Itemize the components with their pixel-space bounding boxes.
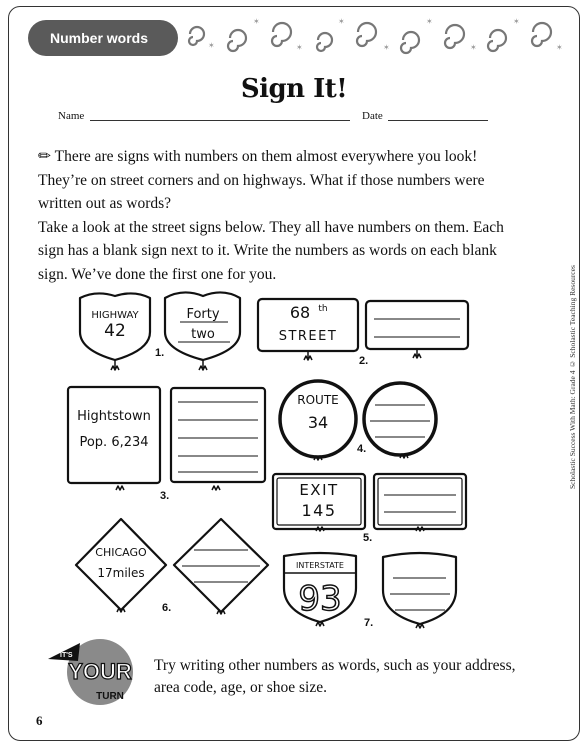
banner-label: Number words: [50, 30, 149, 46]
your-turn-text: Try writing other numbers as words, such as your address, area code, age, or shoe size.: [154, 657, 516, 696]
your-turn-badge: [48, 637, 148, 707]
sign-2-text-street: STREET: [278, 329, 338, 344]
sign-7-number: 7.: [364, 617, 374, 629]
sign-1-text-top: HIGHWAY: [91, 310, 139, 321]
svg-text:✶: ✶: [426, 17, 433, 26]
date-label: Date: [362, 110, 383, 122]
sign-2-text-number: 68: [289, 303, 311, 322]
sign-1-answer-line2: two: [191, 327, 215, 342]
sign-3-number: 3.: [160, 490, 170, 502]
badge-your: YOUR: [68, 659, 132, 684]
sign-4-text-route: ROUTE: [297, 393, 339, 407]
sign-3-answer-blank[interactable]: [171, 388, 265, 482]
instructions-paragraph-1: ✏ There are signs with numbers on them almost everywhere you look! They’re on street corners and on highways. What if those numbers were written out as words?: [38, 148, 485, 212]
svg-text:✶: ✶: [296, 43, 303, 52]
sign-4-text-number: 34: [307, 413, 329, 432]
svg-text:✶: ✶: [208, 41, 215, 50]
badge-turn: TURN: [96, 691, 124, 702]
sign-6-number: 6.: [162, 602, 172, 614]
side-credit: Scholastic Success With Math: Grade 4 © Scholastic Teaching Resources: [568, 265, 577, 489]
svg-text:✶: ✶: [383, 43, 390, 52]
sign-6-text-miles: 17miles: [97, 566, 145, 580]
sign-1-text-number: 42: [104, 321, 126, 341]
sign-6-diamond: [76, 519, 166, 610]
sign-4-answer-circle[interactable]: [364, 383, 436, 455]
svg-text:✶: ✶: [513, 17, 520, 26]
name-label: Name: [58, 110, 85, 122]
sign-7-text-interstate: INTERSTATE: [296, 561, 344, 570]
sign-7-text-number: 93: [298, 579, 342, 619]
sign-1-number: 1.: [155, 347, 165, 359]
sign-1-answer-line1: Forty: [186, 307, 220, 322]
svg-text:✶: ✶: [556, 43, 563, 52]
pencil-icon: ✏: [38, 148, 51, 165]
sign-2-number: 2.: [359, 355, 369, 367]
sign-2-answer-blank[interactable]: [366, 301, 468, 356]
sign-3-text-town: Hightstown: [77, 409, 151, 424]
sign-2-text-sup: th: [318, 304, 328, 314]
sign-3-text-pop: Pop. 6,234: [79, 435, 149, 450]
sign-7-answer-shield[interactable]: [383, 553, 456, 624]
sign-5-number: 5.: [363, 532, 373, 544]
sign-5-text-number: 145: [301, 501, 337, 520]
sign-5-answer-blank[interactable]: [374, 474, 466, 529]
svg-text:✶: ✶: [253, 17, 260, 26]
badge-its: IT'S: [60, 652, 73, 659]
sign-6-text-city: CHICAGO: [95, 546, 147, 559]
instructions-paragraph-2: Take a look at the street signs below. They all have numbers on them. Each sign has a blank sign next to it. Write the numbers as words on each blank sign. We’ve done the first one for you.: [38, 218, 504, 283]
page-title: Sign It!: [240, 74, 348, 104]
page-number: 6: [36, 713, 43, 728]
sign-4-number: 4.: [357, 443, 367, 455]
svg-text:✶: ✶: [338, 17, 345, 26]
sign-6-answer-diamond[interactable]: [174, 519, 268, 612]
sign-5-text-exit: EXIT: [299, 481, 339, 499]
svg-text:✶: ✶: [470, 43, 477, 52]
